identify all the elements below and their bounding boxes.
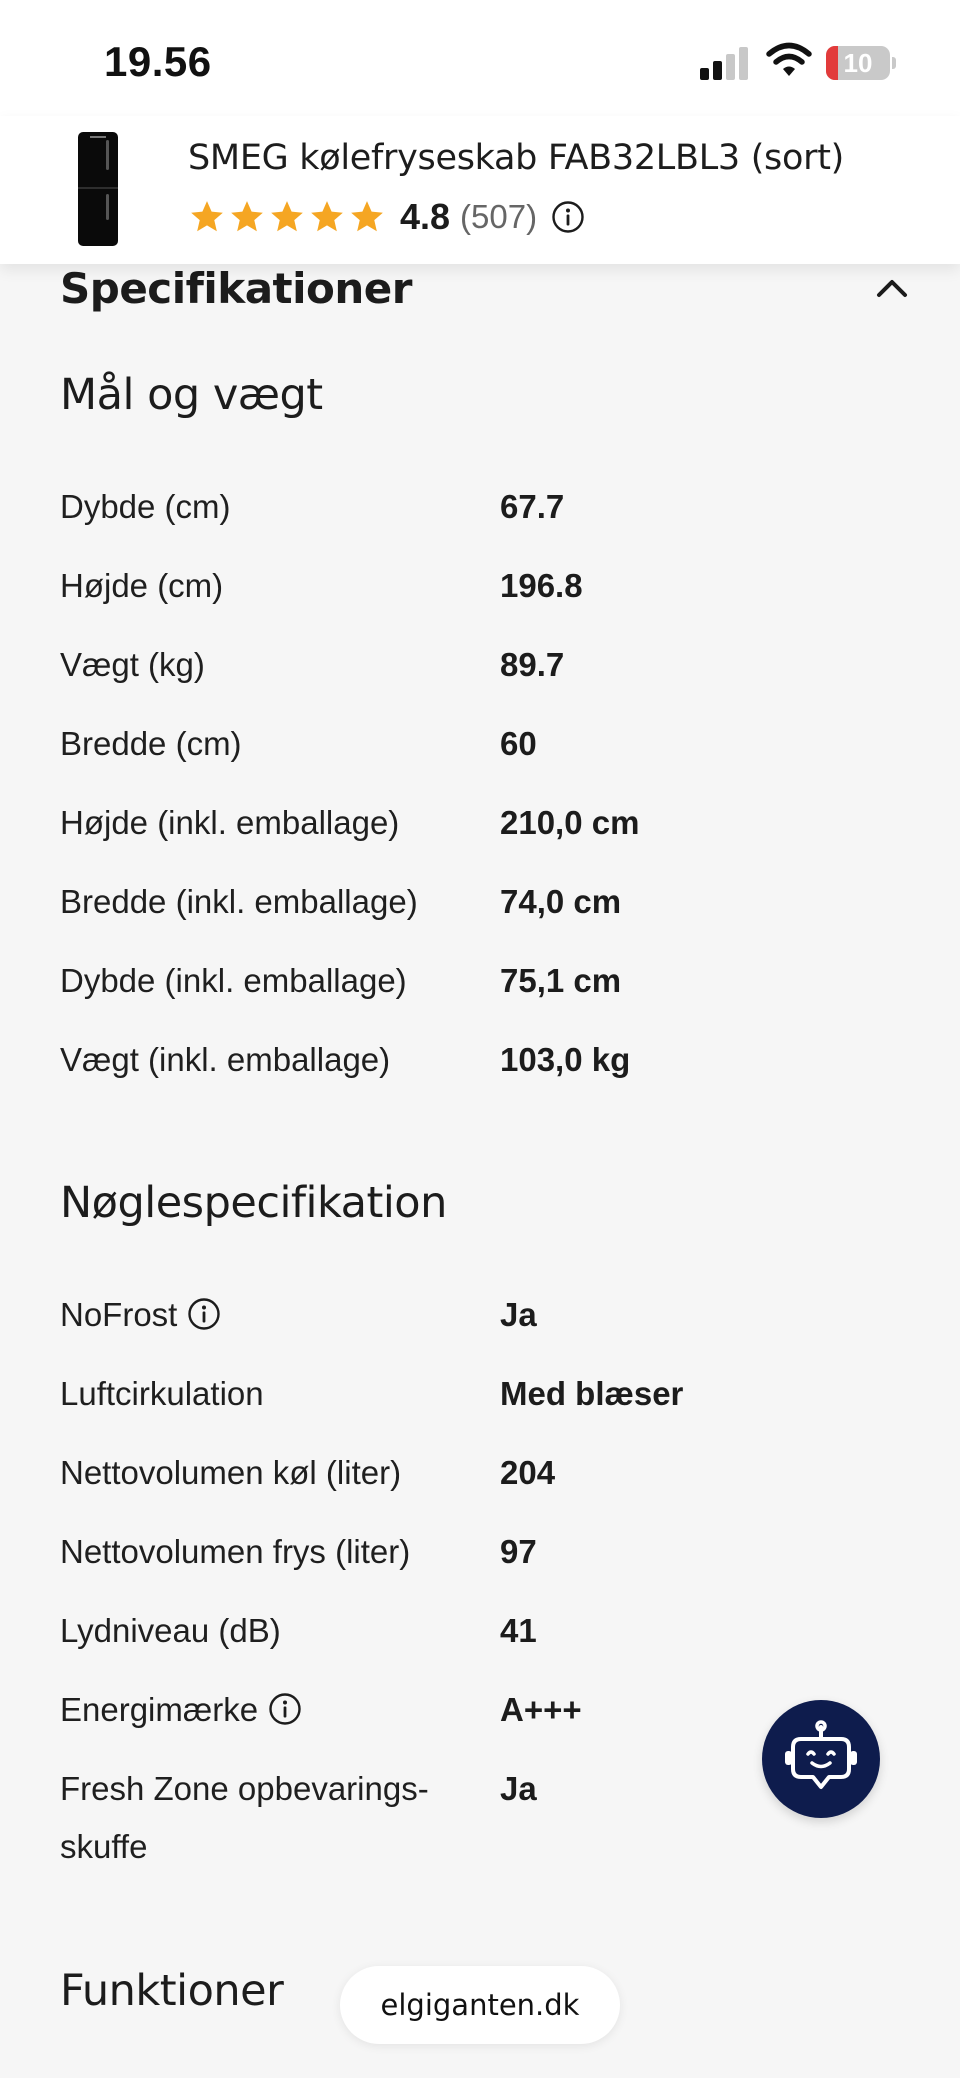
- spec-value: 41: [500, 1612, 537, 1649]
- spec-label: Bredde (cm): [60, 725, 242, 762]
- spec-value: 75,1 cm: [500, 962, 622, 999]
- cellular-signal-icon: [700, 46, 752, 80]
- review-count[interactable]: (507): [460, 198, 538, 235]
- energy-label-info-icon[interactable]: [268, 1692, 302, 1726]
- functions-group-title: Funktioner: [60, 1966, 284, 2016]
- spec-value: 97: [500, 1533, 537, 1570]
- star-icon: [268, 198, 306, 236]
- status-time: 19.56: [104, 38, 212, 85]
- spec-label: Bredde (inkl. emballage): [60, 883, 418, 920]
- spec-value: Ja: [500, 1770, 537, 1807]
- status-bar: [0, 0, 960, 116]
- spec-label: Nettovolumen køl (liter): [60, 1454, 402, 1491]
- spec-label: Dybde (cm): [60, 488, 231, 525]
- star-icon: [308, 198, 346, 236]
- rating-stars: [188, 198, 386, 236]
- chat-bot-button[interactable]: [762, 1700, 880, 1818]
- spec-label: Lydniveau (dB): [60, 1612, 281, 1649]
- spec-value: Ja: [500, 1296, 537, 1333]
- spec-label: [60, 1760, 500, 1876]
- spec-value: A+++: [500, 1691, 582, 1728]
- nofrost-info-icon[interactable]: [187, 1297, 221, 1331]
- spec-label: Vægt (kg): [60, 646, 205, 683]
- battery-level: 10: [843, 48, 873, 78]
- product-header[interactable]: [0, 116, 960, 264]
- browser-url-bar[interactable]: elgiganten.dk: [340, 1966, 620, 2044]
- spec-value: 210,0 cm: [500, 804, 640, 841]
- specifications-title: Specifikationer: [60, 264, 412, 313]
- spec-value: Med blæser: [500, 1375, 684, 1412]
- star-icon: [188, 198, 226, 236]
- robot-icon: [779, 1717, 863, 1801]
- spec-label-line: skuffe: [60, 1828, 148, 1865]
- spec-label: Højde (inkl. emballage): [60, 804, 400, 841]
- product-title: SMEG kølefryseskab FAB32LBL3 (sort): [188, 138, 844, 178]
- spec-value: 89.7: [500, 646, 565, 683]
- spec-value: 67.7: [500, 488, 565, 525]
- spec-label: Luftcirkulation: [60, 1375, 264, 1412]
- spec-value: 74,0 cm: [500, 883, 622, 920]
- spec-label-text: NoFrost: [60, 1296, 178, 1333]
- specifications-section-header[interactable]: [60, 256, 910, 322]
- product-rating[interactable]: [188, 194, 585, 240]
- spec-label: Nettovolumen frys (liter): [60, 1533, 411, 1570]
- spec-label: Vægt (inkl. emballage): [60, 1041, 391, 1078]
- star-icon: [348, 198, 386, 236]
- spec-label-text: Energimærke: [60, 1691, 259, 1728]
- rating-score: 4.8: [400, 196, 451, 237]
- spec-label: [60, 1286, 500, 1344]
- wifi-icon: [766, 42, 812, 80]
- chevron-up-icon[interactable]: [874, 276, 910, 300]
- spec-value: 103,0 kg: [500, 1041, 631, 1078]
- product-thumbnail: [76, 130, 120, 248]
- star-icon: [228, 198, 266, 236]
- spec-label: Højde (cm): [60, 567, 224, 604]
- spec-label-line: Fresh Zone opbevarings-: [60, 1770, 429, 1807]
- spec-value: 60: [500, 725, 537, 762]
- rating-info-icon[interactable]: [551, 200, 585, 234]
- spec-value: 196.8: [500, 567, 583, 604]
- battery-icon: [826, 46, 896, 80]
- dimensions-group-title: Mål og vægt: [60, 370, 323, 420]
- spec-label: [60, 1681, 500, 1739]
- spec-label: Dybde (inkl. emballage): [60, 962, 407, 999]
- spec-value: 204: [500, 1454, 556, 1491]
- key-specs-group-title: Nøglespecifikation: [60, 1178, 447, 1228]
